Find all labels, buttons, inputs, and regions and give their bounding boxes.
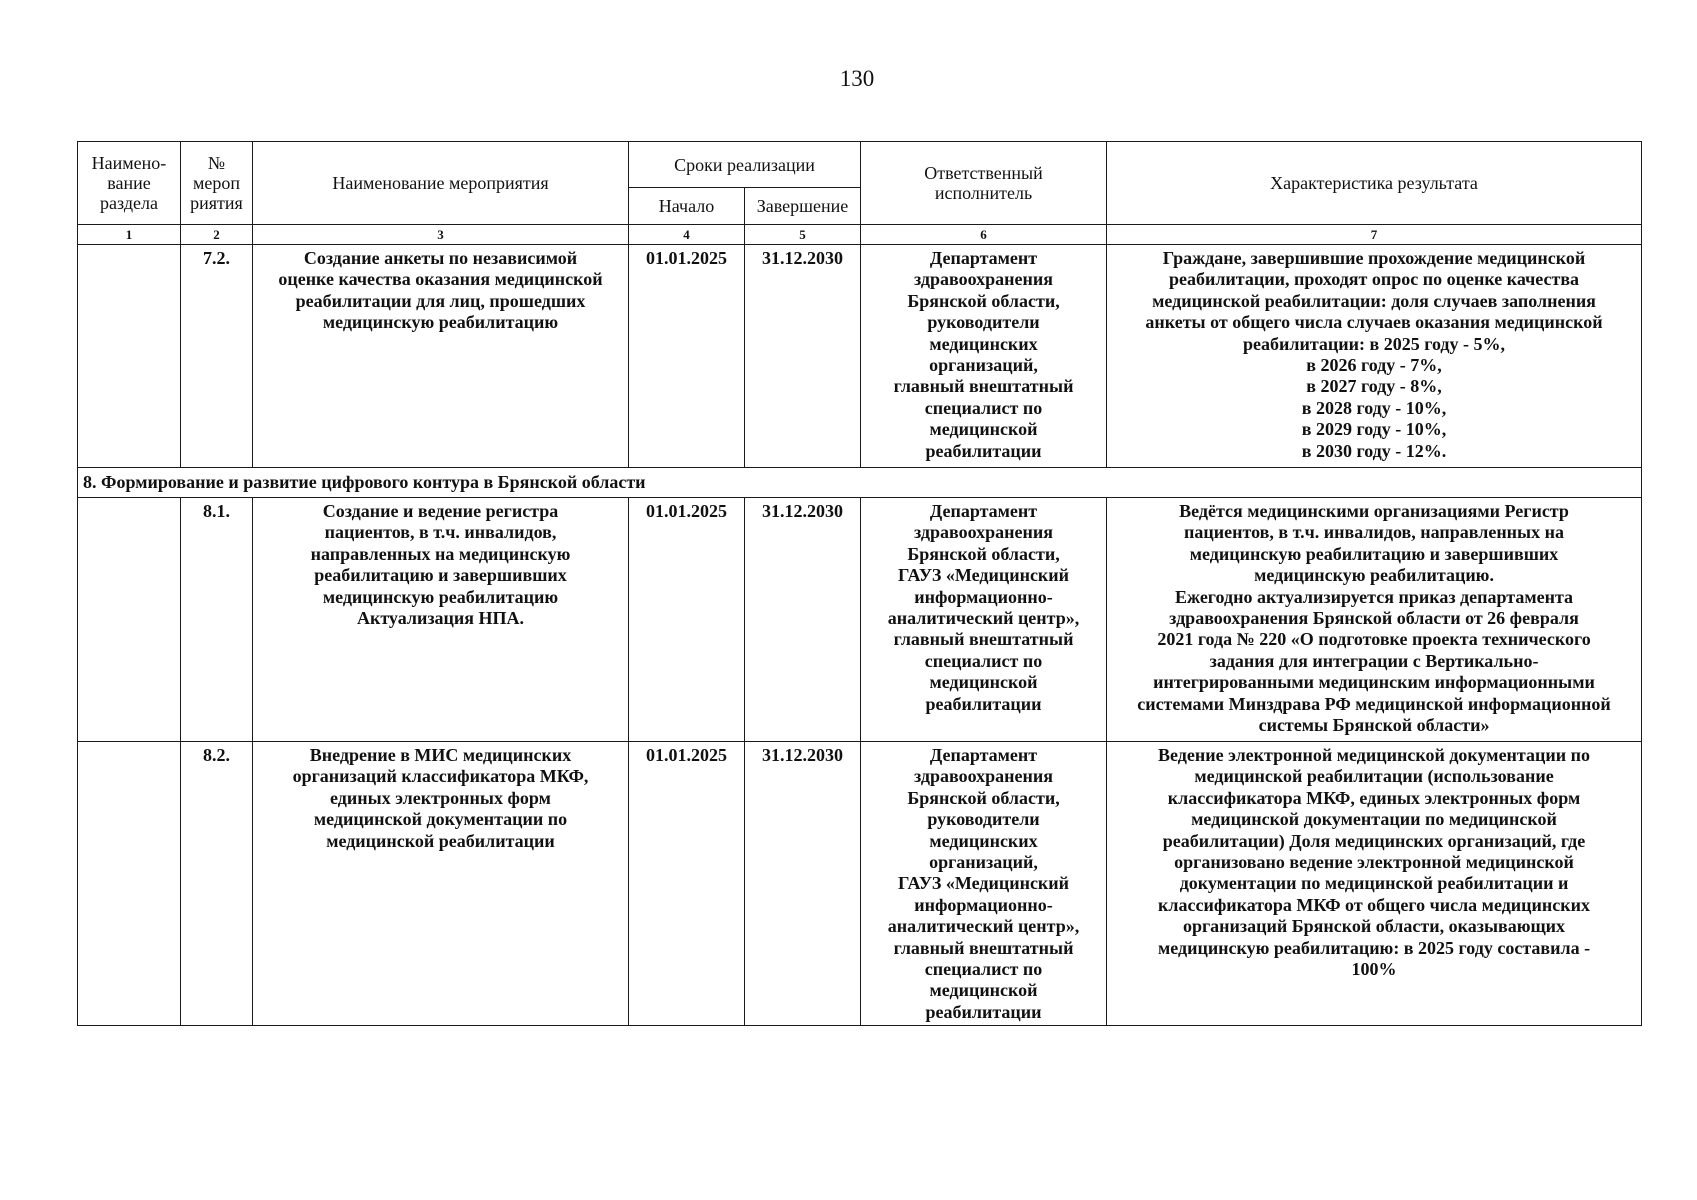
cell-line: специалист по xyxy=(924,397,1043,418)
table-row-8-1 xyxy=(78,498,1642,742)
column-number: 3 xyxy=(253,225,629,245)
cell-line: Ведётся медицинскими организациями Регистр xyxy=(1179,501,1569,521)
cell-line: здравоохранения Брянской области от 26 февраля xyxy=(1169,608,1579,629)
cell-line: ГАУЗ «Медицинский xyxy=(897,873,1070,894)
header-activity-name: Наименование мероприятия xyxy=(253,142,629,225)
cell-line: анкеты от общего числа случаев оказания медицинской xyxy=(1145,312,1603,333)
cell-line: специалист по xyxy=(924,959,1043,980)
cell-line: реабилитации) Доля медицинских организаций, где xyxy=(1162,830,1586,851)
cell-line: вание xyxy=(107,173,151,193)
cell-line: реабилитации xyxy=(925,1001,1042,1022)
cell-line: реабилитации xyxy=(925,440,1042,461)
cell-line: 2021 года № 220 «О подготовке проекта технического xyxy=(1157,629,1591,650)
cell-line: единых электронных форм xyxy=(330,787,551,808)
column-number-row xyxy=(78,225,1642,245)
end-date: 31.12.2030 xyxy=(745,742,861,1026)
result-description xyxy=(1107,245,1642,468)
header-start: Начало xyxy=(629,188,745,225)
cell-line: классификатора МКФ, единых электронных форм xyxy=(1167,787,1581,808)
cell-line: здравоохранения xyxy=(914,766,1054,787)
end-date: 31.12.2030 xyxy=(745,245,861,468)
cell-line: Актуализация НПА. xyxy=(356,608,525,629)
cell-line: аналитический центр», xyxy=(887,608,1080,629)
cell-line: руководители xyxy=(927,312,1040,333)
cell-line: Департамент xyxy=(929,501,1038,521)
header-row-top xyxy=(78,142,1642,188)
cell-line: раздела xyxy=(100,193,158,213)
start-date: 01.01.2025 xyxy=(629,742,745,1026)
cell-line: Внедрение в МИС медицинских xyxy=(309,745,572,765)
cell-line: медицинской xyxy=(929,672,1038,693)
cell-line: организовано ведение электронной медицинской xyxy=(1174,852,1574,873)
activities-table xyxy=(77,141,1642,1026)
column-number: 1 xyxy=(78,225,181,245)
cell-line: реабилитации: в 2025 году - 5%, xyxy=(1242,333,1506,354)
cell-line: здравоохранения xyxy=(914,269,1054,290)
cell-line: Ежегодно актуализируется приказ департамента xyxy=(1175,586,1574,607)
cell-line: медицинских xyxy=(929,830,1038,851)
column-number: 5 xyxy=(745,225,861,245)
cell-line: главный внештатный xyxy=(893,629,1074,650)
cell-line: организаций Брянской области, оказывающих xyxy=(1182,916,1566,937)
cell-line: мероп xyxy=(192,173,240,193)
cell-line: реабилитации для лиц, прошедших xyxy=(295,290,586,311)
cell-line: системы Брянской области» xyxy=(1258,715,1490,736)
start-date: 01.01.2025 xyxy=(629,498,745,742)
cell-line: 100% xyxy=(1351,959,1397,980)
responsible-executor xyxy=(861,245,1107,468)
cell-line: в 2026 году - 7%, xyxy=(1306,355,1442,376)
header-timeline: Сроки реализации xyxy=(629,142,861,188)
cell-line: Брянской области, xyxy=(907,543,1060,564)
cell-line: в 2027 году - 8%, xyxy=(1306,376,1442,397)
cell-line: риятия xyxy=(190,193,243,213)
cell-line: Ответственный xyxy=(924,163,1043,183)
column-number: 7 xyxy=(1107,225,1642,245)
cell-line: исполнитель xyxy=(934,183,1033,203)
cell-line: в 2029 году - 10%, xyxy=(1301,419,1447,440)
cell-line: интегрированными медицинским информационными xyxy=(1153,672,1595,693)
section-cell-empty xyxy=(78,742,181,1026)
cell-line: Департамент xyxy=(929,248,1038,268)
activity-number: 8.1. xyxy=(181,498,253,742)
header-section-name xyxy=(78,142,181,225)
responsible-executor xyxy=(861,742,1107,1026)
start-date: 01.01.2025 xyxy=(629,245,745,468)
responsible-executor xyxy=(861,498,1107,742)
cell-line: документации по медицинской реабилитации и xyxy=(1179,873,1569,894)
header-end: Завершение xyxy=(745,188,861,225)
cell-line: медицинскую реабилитацию xyxy=(322,312,559,333)
cell-line: задания для интеграции с Вертикально- xyxy=(1209,650,1539,671)
cell-line: аналитический центр», xyxy=(887,916,1080,937)
cell-line: Создание и ведение регистра xyxy=(322,501,559,521)
result-description xyxy=(1107,498,1642,742)
cell-line: медицинской xyxy=(929,419,1038,440)
cell-line: Наимено- xyxy=(91,153,167,173)
cell-line: Департамент xyxy=(929,745,1038,765)
activity-number: 8.2. xyxy=(181,742,253,1026)
activity-name xyxy=(253,742,629,1026)
cell-line: Брянской области, xyxy=(907,787,1060,808)
header-activity-number xyxy=(181,142,253,225)
cell-line: медицинской реабилитации: доля случаев заполнения xyxy=(1152,290,1596,311)
cell-line: классификатора МКФ от общего числа медицинских xyxy=(1158,894,1591,915)
cell-line: специалист по xyxy=(924,650,1043,671)
cell-line: оценке качества оказания медицинской xyxy=(278,269,603,290)
cell-line: в 2030 году - 12%. xyxy=(1301,440,1447,461)
header-result: Характеристика результата xyxy=(1107,142,1642,225)
cell-line: Создание анкеты по независимой xyxy=(303,248,578,268)
cell-line: организаций классификатора МКФ, xyxy=(292,766,589,787)
cell-line: главный внештатный xyxy=(893,937,1074,958)
cell-line: медицинской реабилитации xyxy=(326,830,555,851)
cell-line: медицинской xyxy=(929,980,1038,1001)
cell-line: Граждане, завершившие прохождение медицинской xyxy=(1162,248,1586,268)
cell-line: организаций, xyxy=(929,852,1038,873)
activity-number: 7.2. xyxy=(181,245,253,468)
cell-line: реабилитацию и завершивших xyxy=(314,565,567,586)
cell-line: медицинскую реабилитацию и завершивших xyxy=(1189,543,1559,564)
result-description xyxy=(1107,742,1642,1026)
cell-line: информационно- xyxy=(914,894,1053,915)
cell-line: медицинскую реабилитацию: в 2025 году составила - xyxy=(1157,937,1591,958)
cell-line: здравоохранения xyxy=(914,522,1054,543)
activity-name xyxy=(253,245,629,468)
cell-line: медицинскую реабилитацию xyxy=(322,586,559,607)
cell-line: медицинской документации по медицинской xyxy=(1191,809,1557,830)
activity-name xyxy=(253,498,629,742)
header-responsible xyxy=(861,142,1107,225)
cell-line: в 2028 году - 10%, xyxy=(1301,397,1447,418)
cell-line: медицинской реабилитации (использование xyxy=(1194,766,1554,787)
cell-line: медицинскую реабилитацию. xyxy=(1254,565,1494,586)
column-number: 6 xyxy=(861,225,1107,245)
cell-line: Ведение электронной медицинской документации по xyxy=(1158,745,1590,765)
cell-line: № xyxy=(207,153,226,173)
section-title: 8. Формирование и развитие цифрового контура в Брянской области xyxy=(78,468,1642,498)
end-date: 31.12.2030 xyxy=(745,498,861,742)
section-cell-empty xyxy=(78,498,181,742)
column-number: 4 xyxy=(629,225,745,245)
cell-line: медицинской документации по xyxy=(313,809,568,830)
cell-line: реабилитации, проходят опрос по оценке качества xyxy=(1168,269,1580,290)
cell-line: организаций, xyxy=(929,355,1038,376)
cell-line: направленных на медицинскую xyxy=(310,543,571,564)
cell-line: системами Минздрава РФ медицинской информационной xyxy=(1137,693,1611,714)
cell-line: пациентов, в т.ч. инвалидов, xyxy=(324,522,557,543)
section-8-row xyxy=(78,468,1642,498)
table-row-7-2 xyxy=(78,245,1642,468)
page-number: 130 xyxy=(839,66,875,91)
cell-line: пациентов, в т.ч. инвалидов, направленных на xyxy=(1184,522,1564,543)
cell-line: медицинских xyxy=(929,333,1038,354)
table-row-8-2 xyxy=(78,742,1642,1026)
cell-line: Брянской области, xyxy=(907,290,1060,311)
cell-line: ГАУЗ «Медицинский xyxy=(897,565,1070,586)
column-number: 2 xyxy=(181,225,253,245)
cell-line: реабилитации xyxy=(925,693,1042,714)
cell-line: информационно- xyxy=(914,586,1053,607)
cell-line: главный внештатный xyxy=(893,376,1074,397)
section-cell-empty xyxy=(78,245,181,468)
cell-line: руководители xyxy=(927,809,1040,830)
